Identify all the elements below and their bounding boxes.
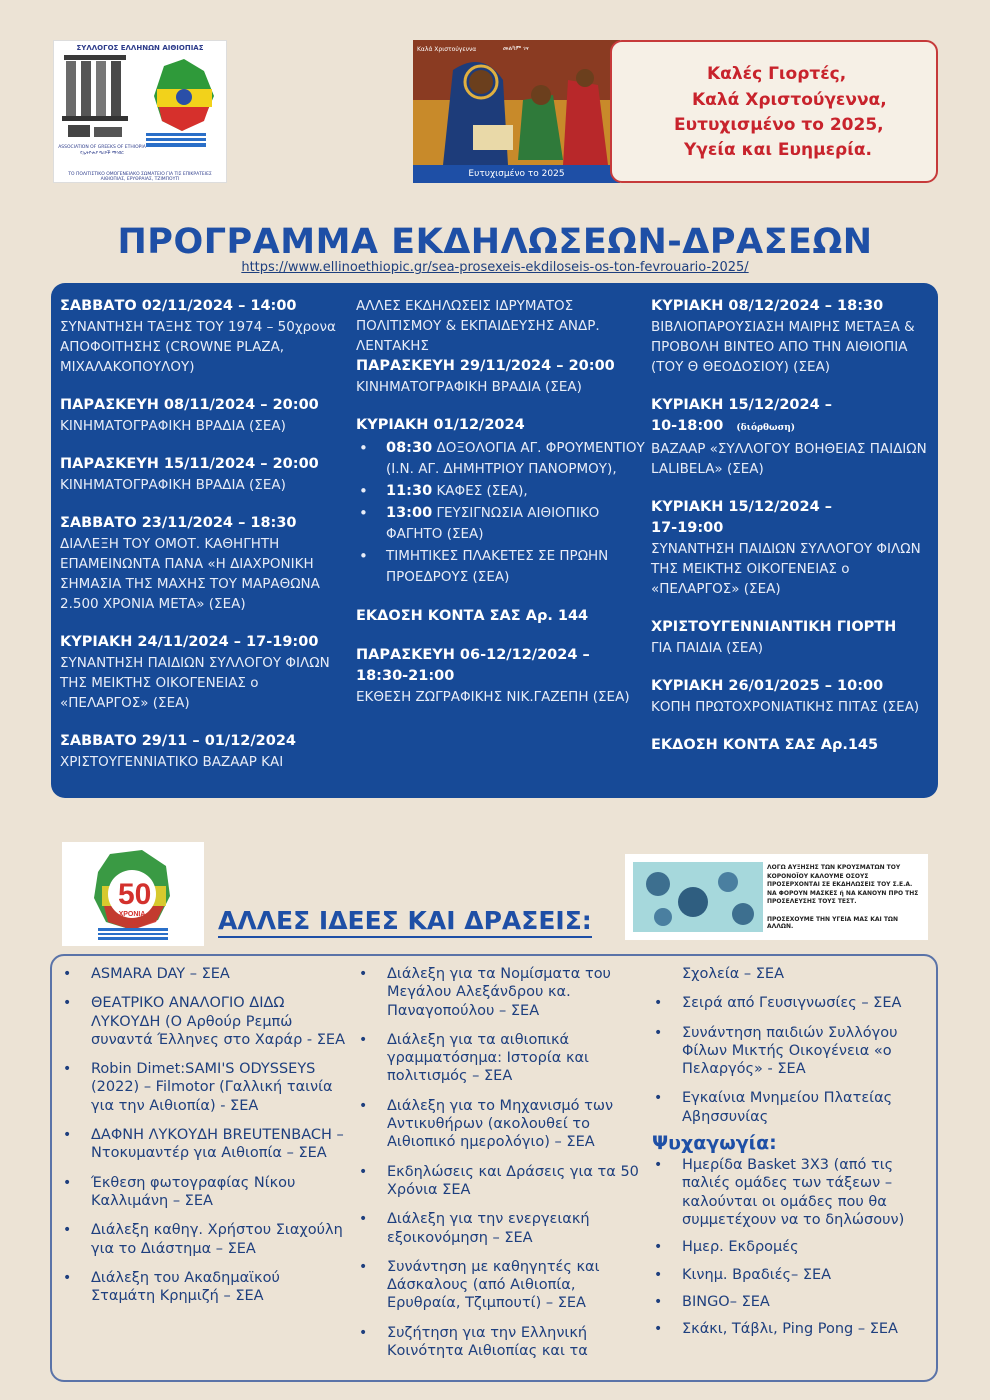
event-item: [651, 497, 936, 599]
event-item: [60, 632, 350, 713]
event-title: ΠΑΡΑΣΚΕΥΗ 15/11/2024 – 20:00: [60, 456, 319, 472]
list-item: • Διάλεξη για το Μηχανισμό των Αντικυθήρων (ακολουθεί το Αιθιοπικό ημερολόγιο) – ΣΕΑ: [357, 1097, 642, 1152]
icon-caption: Ευτυχισμένο το 2025: [413, 165, 620, 183]
list-item: • Robin Dimet:SAMI'S ODYSSEYS (2022) – Filmotor (Γαλλική ταινία για την Αιθιοπία) - ΣΕΑ: [61, 1060, 346, 1115]
event-description: ΒΙΒΛΙΟΠΑΡΟΥΣΙΑΣΗ ΜΑΙΡΗΣ ΜΕΤΑΞΑ & ΠΡΟΒΟΛΗ ΒΙΝΤΕΟ ΑΠΟ ΤΗΝ ΑΙΘΙΟΠΙΑ (ΤΟΥ Θ ΘΕΟΔΟΣΙΟΥ) (ΣΕΑ): [651, 319, 915, 375]
event-time: 18:30-21:00: [356, 668, 455, 684]
event-item: [651, 676, 936, 717]
anniversary-number: 50: [118, 878, 152, 911]
logo-eng-name: ASSOCIATION OF GREEKS OF ETHIOPIA የኢትዮጵያ ግሪኮች ማኅበር: [58, 145, 146, 156]
list-item: • Διάλεξη καθηγ. Χρήστου Σιαχούλη για το Διάστημα – ΣΕΑ: [61, 1221, 346, 1258]
event-title: ΚΥΡΙΑΚΗ 08/12/2024 – 18:30: [651, 298, 884, 314]
event-description: ΚΙΝΗΜΑΤΟΓΡΑΦΙΚΗ ΒΡΑΔΙΑ (ΣΕΑ): [356, 379, 582, 395]
covid-notice-footer: ΠΡΟΣΕΧΟΥΜΕ ΤΗΝ ΥΓΕΙΑ ΜΑΣ ΚΑΙ ΤΩΝ ΑΛΛΩΝ.: [767, 916, 899, 930]
list-item: • Συνάντηση με καθηγητές και Δάσκαλους (από Αιθιοπία, Ερυθραία, Τζιμπουτί) – ΣΕΑ: [357, 1258, 642, 1313]
event-description: ΣΥΝΑΝΤΗΣΗ ΠΑΙΔΙΩΝ ΣΥΛΛΟΓΟΥ ΦΙΛΩΝ ΤΗΣ ΜΕΙΚΤΗΣ ΟΙΚΟΓΕΝΕΙΑΣ ο «ΠΕΛΑΡΓΟΣ» (ΣΕΑ): [60, 655, 330, 711]
event-title: ΕΚΔΟΣΗ ΚΟΝΤΑ ΣΑΣ Αρ.145: [651, 737, 879, 753]
event-description: ΔΙΑΛΕΞΗ ΤΟΥ ΟΜΟΤ. ΚΑΘΗΓΗΤΗ ΕΠΑΜΕΙΝΩΝΤΑ ΠΑΝΑ «Η ΔΙΑΧΡΟΝΙΚΗ ΣΗΜΑΣΙΑ ΤΗΣ ΜΑΧΗΣ ΤΟΥ ΜΑΡΑΘΩΝΑ 2.500 ΧΡΟΝΙΑ ΜΕΤΑ» (ΣΕΑ): [60, 536, 320, 612]
list-item: • BINGO– ΣΕΑ: [652, 1293, 937, 1311]
icon-right-text: መልካም ገና: [503, 45, 529, 52]
event-title: ΣΑΒΒΑΤΟ 29/11 – 01/12/2024: [60, 733, 297, 749]
list-item: • Συζήτηση για την Ελληνική Κοινότητα Αιθιοπίας και τα: [357, 1324, 642, 1361]
event-title: ΠΑΡΑΣΚΕΥΗ 29/11/2024 – 20:00: [356, 358, 615, 374]
schedule-text: ΔΟΞΟΛΟΓΙΑ ΑΓ. ΦΡΟΥΜΕΝΤΙΟΥ (Ι.Ν. ΑΓ. ΔΗΜΗΤΡΙΟΥ ΠΑΝΟΡΜΟΥ),: [386, 440, 645, 477]
event-item: [60, 454, 350, 495]
event-title: ΣΑΒΒΑΤΟ 23/11/2024 – 18:30: [60, 515, 297, 531]
list-item: • ASMARA DAY – ΣΕΑ: [61, 965, 346, 983]
event-item: [651, 296, 936, 377]
event-title: ΧΡΙΣΤΟΥΓΕΝΝΙΑΝΤΙΚΗ ΓΙΟΡΤΗ: [651, 619, 897, 635]
logo-org-name: ΣΥΛΛΟΓΟΣ ΕΛΛΗΝΩΝ ΑΙΘΙΟΠΙΑΣ: [76, 44, 204, 52]
list-item: • Διάλεξη του Ακαδημαϊκού Σταμάτη Κρημιζή – ΣΕΑ: [61, 1269, 346, 1306]
ideas-column-3: [652, 965, 937, 1347]
greeting-line-1: Καλές Γιορτές,: [707, 64, 847, 84]
list-item: • Ημερ. Εκδρομές: [652, 1238, 937, 1256]
program-column-2: [356, 296, 646, 725]
association-logo: [53, 40, 227, 183]
schedule-text: ΤΙΜΗΤΙΚΕΣ ΠΛΑΚΕΤΕΣ ΣΕ ΠΡΩΗΝ ΠΡΟΕΔΡΟΥΣ (ΣΕΑ): [386, 548, 609, 585]
ideas-panel: [50, 954, 938, 1382]
logo-amharic-name: የኢትዮጵያ ግሪኮች ማኅበር: [80, 151, 124, 156]
list-item: • Εκδηλώσεις και Δράσεις για τα 50 Χρόνια ΣΕΑ: [357, 1163, 642, 1200]
event-item: [651, 395, 936, 479]
list-item-continued: Σχολεία – ΣΕΑ: [682, 966, 785, 982]
event-title: ΚΥΡΙΑΚΗ 24/11/2024 – 17-19:00: [60, 634, 319, 650]
schedule-time: 08:30: [386, 440, 433, 456]
event-title: ΠΑΡΑΣΚΕΥΗ 08/11/2024 – 20:00: [60, 397, 319, 413]
virus-icon: [633, 862, 763, 932]
greeting-line-3: Ευτυχισμένο το 2025,: [674, 115, 884, 135]
covid-notice: [625, 854, 928, 940]
greeting-line-4: Υγεία και Ευημερία.: [684, 140, 872, 160]
ideas-title: ΑΛΛΕΣ ΙΔΕΕΣ ΚΑΙ ΔΡΑΣΕΙΣ:: [218, 906, 592, 935]
list-item: • Συνάντηση παιδιών Συλλόγου Φίλων Μικτής Οικογένεια «ο Πελαργός» - ΣΕΑ: [652, 1024, 937, 1079]
list-item: • Εγκαίνια Μνημείου Πλατείας Αβησσυνίας: [652, 1089, 937, 1126]
event-title: ΣΑΒΒΑΤΟ 02/11/2024 – 14:00: [60, 298, 297, 314]
correction-note: (διόρθωση): [736, 423, 796, 433]
event-schedule-list: [356, 438, 646, 588]
list-item: [356, 546, 646, 588]
event-description-continued: ΑΛΛΕΣ ΕΚΔΗΛΩΣΕΙΣ ΙΔΡΥΜΑΤΟΣ ΠΟΛΙΤΙΣΜΟΥ & ΕΚΠΑΙΔΕΥΣΗΣ ΑΝΔΡ. ΛΕΝΤΑΚΗΣ: [356, 298, 600, 354]
list-item: • Διάλεξη για την ενεργειακή εξοικονόμηση – ΣΕΑ: [357, 1210, 642, 1247]
ideas-column-1: [61, 965, 346, 1316]
anniversary-abbr: Σ.Ε.Α.: [127, 920, 145, 926]
list-item: • Έκθεση φωτογραφίας Νίκου Καλλιμάνη – ΣΕΑ: [61, 1174, 346, 1211]
event-title: ΚΥΡΙΑΚΗ 15/12/2024 –: [651, 499, 833, 515]
event-description: ΧΡΙΣΤΟΥΓΕΝΝΙΑΤΙΚΟ ΒΑΖΑΑΡ ΚΑΙ: [60, 754, 284, 770]
program-panel: [51, 283, 938, 798]
ideas-column-2: [357, 965, 642, 1371]
event-description: ΣΥΝΑΝΤΗΣΗ ΠΑΙΔΙΩΝ ΣΥΛΛΟΓΟΥ ΦΙΛΩΝ ΤΗΣ ΜΕΙΚΤΗΣ ΟΙΚΟΓΕΝΕΙΑΣ ο «ΠΕΛΑΡΓΟΣ» (ΣΕΑ): [651, 541, 921, 597]
anniversary-logo: [62, 842, 204, 946]
greeting-line-2: Καλά Χριστούγεννα,: [692, 90, 887, 110]
event-description: ΓΙΑ ΠΑΙΔΙΑ (ΣΕΑ): [651, 640, 763, 656]
logo-footer: ΤΟ ΠΟΛΙΤΙΣΤΙΚΟ ΟΜΟΓΕΝΕΙΑΚΟ ΣΩΜΑΤΕΙΟ ΓΙΑ ΤΙΣ ΕΠΙΚΡΑΤΕΙΕΣ ΑΙΘΙΟΠΙΑΣ, ΕΡΥΘΡΑΙΑΣ, ΤΖΙΜΠΟΥΤΙ: [68, 172, 212, 182]
program-column-3: [651, 296, 936, 774]
entertainment-title: Ψυχαγωγία:: [652, 1132, 777, 1155]
event-description: ΚΙΝΗΜΑΤΟΓΡΑΦΙΚΗ ΒΡΑΔΙΑ (ΣΕΑ): [60, 477, 286, 493]
list-item: • Κινημ. Βραδιές– ΣΕΑ: [652, 1266, 937, 1284]
list-item: • Σκάκι, Τάβλι, Ping Pong – ΣΕΑ: [652, 1320, 937, 1338]
logo-artwork: [54, 41, 228, 184]
event-time: 10-18:00: [651, 418, 724, 434]
icon-left-text: Καλά Χριστούγεννα: [417, 46, 477, 53]
christmas-icon-image: [413, 40, 620, 183]
event-title: ΚΥΡΙΑΚΗ 01/12/2024: [356, 417, 525, 433]
event-item: [60, 296, 350, 377]
list-item: [356, 438, 646, 480]
event-item: [651, 617, 936, 658]
list-item: • Σειρά από Γευσιγνωσίες – ΣΕΑ: [652, 994, 937, 1012]
schedule-time: 13:00: [386, 505, 433, 521]
event-item: [356, 606, 646, 627]
event-title: ΚΥΡΙΑΚΗ 15/12/2024 –: [651, 397, 833, 413]
event-description: ΕΚΘΕΣΗ ΖΩΓΡΑΦΙΚΗΣ ΝΙΚ.ΓΑΖΕΠΗ (ΣΕΑ): [356, 689, 630, 705]
event-time: 17-19:00: [651, 520, 724, 536]
event-item: [356, 415, 646, 588]
event-item: [356, 356, 646, 397]
program-link[interactable]: https://www.ellinoethiopic.gr/sea-prosexeis-ekdiloseis-os-ton-fevrouario-2025/: [241, 260, 749, 275]
greeting-box: [610, 40, 938, 183]
event-description: ΚΙΝΗΜΑΤΟΓΡΑΦΙΚΗ ΒΡΑΔΙΑ (ΣΕΑ): [60, 418, 286, 434]
list-item: [356, 481, 646, 502]
anniversary-artwork: [62, 842, 204, 946]
event-title: ΠΑΡΑΣΚΕΥΗ 06-12/12/2024 –: [356, 647, 590, 663]
icon-painting: [413, 40, 620, 183]
covid-notice-text: ΛΟΓΩ ΑΥΞΗΣΗΣ ΤΩΝ ΚΡΟΥΣΜΑΤΩΝ ΤΟΥ ΚΟΡΟΝΟΪΟΥ ΚΑΛΟΥΜΕ ΟΣΟΥΣ ΠΡΟΣΕΡΧΟΝΤΑΙ ΣΕ ΕΚΔΗΛΩΣΕΙΣ ΤΟΥ Σ.Ε.Α. ΝΑ ΦΟΡΟΥΝ ΜΑΣΚΕΣ ή ΝΑ ΚΑΝΟΥΝ ΠΡΟ ΤΗΣ ΠΡΟΣΕΛΕΥΣΗΣ ΤΟΥΣ ΤΕΣΤ.: [767, 864, 919, 905]
list-item: • ΘΕΑΤΡΙΚΟ ΑΝΑΛΟΓΙΟ ΔΙΔΩ ΛΥΚΟΥΔΗ (Ο Αρθούρ Ρεμπώ συναντά Έλληνες στο Χαράρ - ΣΕΑ: [61, 994, 346, 1049]
event-item: [651, 735, 936, 756]
event-title: ΕΚΔΟΣΗ ΚΟΝΤΑ ΣΑΣ Αρ. 144: [356, 608, 589, 624]
event-description: ΣΥΝΑΝΤΗΣΗ ΤΑΞΗΣ ΤΟΥ 1974 – 50χρονα ΑΠΟΦΟΙΤΗΣΗΣ (CROWNE PLAZA, ΜΙΧΑΛΑΚΟΠΟΥΛΟΥ): [60, 319, 336, 375]
event-item: [356, 645, 646, 707]
event-description: ΒΑΖΑΑΡ «ΣΥΛΛΟΓΟΥ ΒΟΗΘΕΙΑΣ ΠΑΙΔΙΩΝ LALIBELA» (ΣΕΑ): [651, 441, 927, 477]
list-item: [356, 503, 646, 545]
list-item: • ΔΑΦΝΗ ΛΥΚΟΥΔΗ BREUTENBACH – Ντοκυμαντέρ για Αιθιοπία – ΣΕΑ: [61, 1126, 346, 1163]
event-title: ΚΥΡΙΑΚΗ 26/01/2025 – 10:00: [651, 678, 884, 694]
list-item: • Διάλεξη για τα Νομίσματα του Μεγάλου Αλεξάνδρου κα. Παναγοπούλου – ΣΕΑ: [357, 965, 642, 1020]
list-item: • Ημερίδα Basket 3X3 (από τις παλιές ομάδες των τάξεων – καλούνται οι ομάδες που θα συμμετέχουν να το δηλώσουν): [652, 1156, 937, 1229]
event-description: ΚΟΠΗ ΠΡΩΤΟΧΡΟΝΙΑΤΙΚΗΣ ΠΙΤΑΣ (ΣΕΑ): [651, 699, 920, 715]
schedule-time: 11:30: [386, 483, 433, 499]
event-item: [60, 395, 350, 436]
event-time-row: [651, 416, 936, 439]
schedule-text: ΚΑΦΕΣ (ΣΕΑ),: [436, 483, 528, 499]
event-item: [60, 513, 350, 614]
page-title: ΠΡΟΓΡΑΜΜΑ ΕΚΔΗΛΩΣΕΩΝ-ΔΡΑΣΕΩΝ: [117, 222, 873, 262]
list-item: • Διάλεξη για τα αιθιοπικά γραμματόσημα: Ιστορία και πολιτισμός – ΣΕΑ: [357, 1031, 642, 1086]
program-column-1: [60, 296, 350, 790]
event-item: [60, 731, 350, 772]
schedule-text: ΓΕΥΣΙΓΝΩΣΙΑ ΑΙΘΙΟΠΙΚΟ ΦΑΓΗΤΟ (ΣΕΑ): [386, 505, 600, 542]
anniversary-word: ΧΡΟΝΙΑ: [118, 911, 146, 918]
